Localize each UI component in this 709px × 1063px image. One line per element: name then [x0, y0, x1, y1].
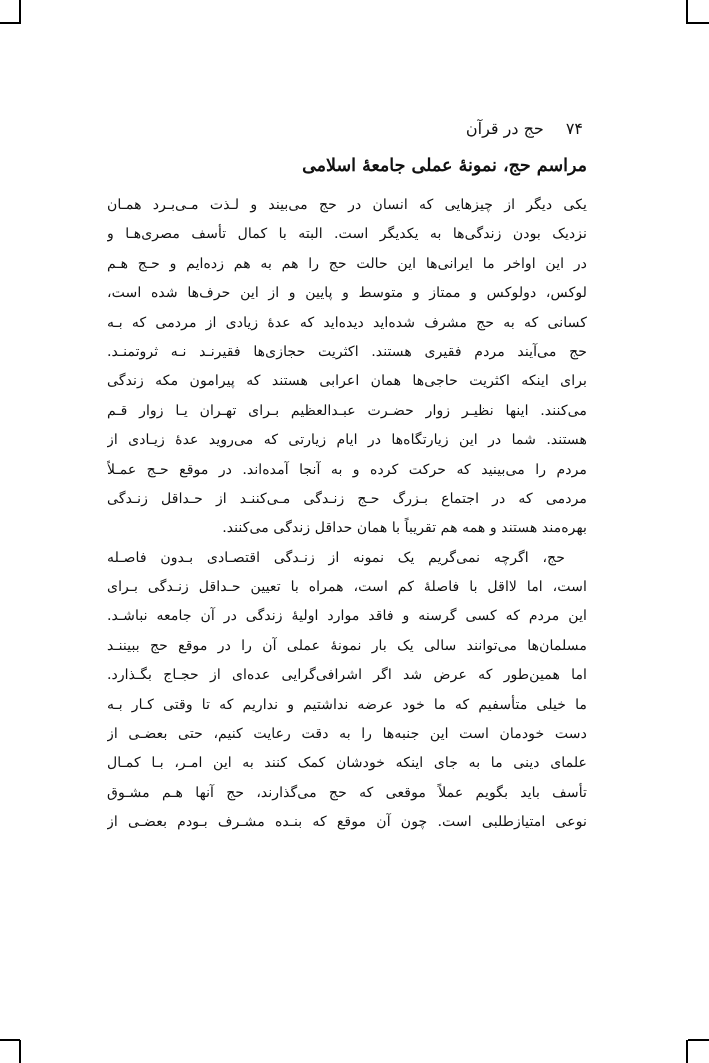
crop-mark-top-left-v [19, 0, 21, 24]
text-line: تأسف باید بگویم عملاً موقعی که حج می‌گذارند، حج آنها هـم مشـوق [107, 784, 587, 801]
running-title: حج در قرآن [465, 118, 544, 138]
page-number: ۷۴ [565, 118, 583, 138]
text-line: نوعی امتیازطلبی است. چون آن موقع که بنـده مشـرف بـودم بعضـی از [107, 814, 587, 831]
text-line: هستند. شما در این زیارتگاه‌ها در ایام زیارتی که می‌روید عدۀ زیـادی از [107, 432, 587, 449]
crop-mark-top-right-h [688, 22, 709, 24]
section-title: مراسم حج، نمونۀ عملی جامعۀ اسلامی [302, 156, 587, 176]
text-line: است، اما لااقل با فاصلۀ کم است، همراه با تعیین حـداقل زنـدگی بـرای [107, 579, 587, 596]
text-line: مردمی که در اجتماع بـزرگ حـج زنـدگی مـی‌کننـد از حـداقل زنـدگی [107, 490, 587, 507]
text-line: این مردم که کسی گرسنه و فاقد موارد اولیۀ زندگی در آن جامعه نباشـد. [107, 608, 587, 625]
paragraph-2 [107, 544, 587, 838]
text-line: بهره‌مند هستند و همه هم تقریباً با همان حداقل زندگی می‌کنند. [222, 520, 587, 537]
paragraph-1 [107, 191, 587, 544]
text-line: دست خودمان است این جنبه‌ها را به دقت رعایت کنیم، حتی بعضـی از [107, 726, 587, 743]
crop-mark-bottom-left-h [0, 1039, 20, 1041]
text-line: مردم را می‌بینید که حرکت کرده و به آنجا آمده‌اند. در موقع حـج عمـلاً [107, 461, 587, 478]
running-header [400, 116, 583, 140]
text-line: علمای دینی ما به جای اینکه خودشان کمک کنند به این امـر، بـا کمـال [107, 755, 587, 772]
text-line: می‌کنند. اینها نظیـر زوار حضـرت عبـدالعظیم بـرای تهـران یـا زوار قـم [107, 402, 587, 419]
text-line: در این اواخر ما ایرانی‌ها این حالت حج را هم به هم زده‌ایم و حـج هـم [107, 255, 587, 272]
crop-mark-bottom-right-v [686, 1040, 688, 1063]
text-line: مسلمان‌ها می‌توانند سالی یک بار نمونۀ عملی آن را در موقع حج ببیننـد [107, 637, 587, 654]
crop-mark-top-right-v [686, 0, 688, 24]
text-line: حج می‌آیند مردم فقیری هستند. اکثریت حجازی‌ها فقیرنـد نـه ثروتمنـد. [107, 343, 587, 360]
text-line: نزدیک بودن زندگی‌ها به یکدیگر است. البته با کمال تأسف مصری‌هـا و [107, 226, 587, 243]
text-line: لوکس، دولوکس و ممتاز و متوسط و پایین و از این حرف‌ها شده است، [107, 285, 587, 302]
text-line: کسانی که به حج مشرف شده‌اید دیده‌اید که عدۀ زیادی از مردمی که بـه [107, 314, 587, 331]
text-line: اما همین‌طور که عرض شد اگر اشرافی‌گرایی عده‌ای از حجـاج بگـذارد. [107, 667, 587, 684]
text-line: یکی دیگر از چیزهایی که انسان در حج می‌بیند و لـذت مـی‌بـرد همـان [107, 197, 587, 213]
body-text [107, 191, 587, 838]
text-line: ما خیلی متأسفیم که ما خود عرضه نداشتیم و نداریم که تا وقتی کـار بـه [107, 696, 587, 713]
crop-mark-bottom-left-v [19, 1040, 21, 1063]
text-line: حج، اگرچه نمی‌گریم یک نمونه از زنـدگی اقتصـادی بـدون فاصـله [107, 549, 565, 566]
crop-mark-top-left-h [0, 22, 20, 24]
crop-mark-bottom-right-h [688, 1039, 709, 1041]
text-line: برای اینکه اکثریت حاجی‌ها همان اعرابی هستند که پیرامون مکه زندگی [107, 373, 587, 390]
